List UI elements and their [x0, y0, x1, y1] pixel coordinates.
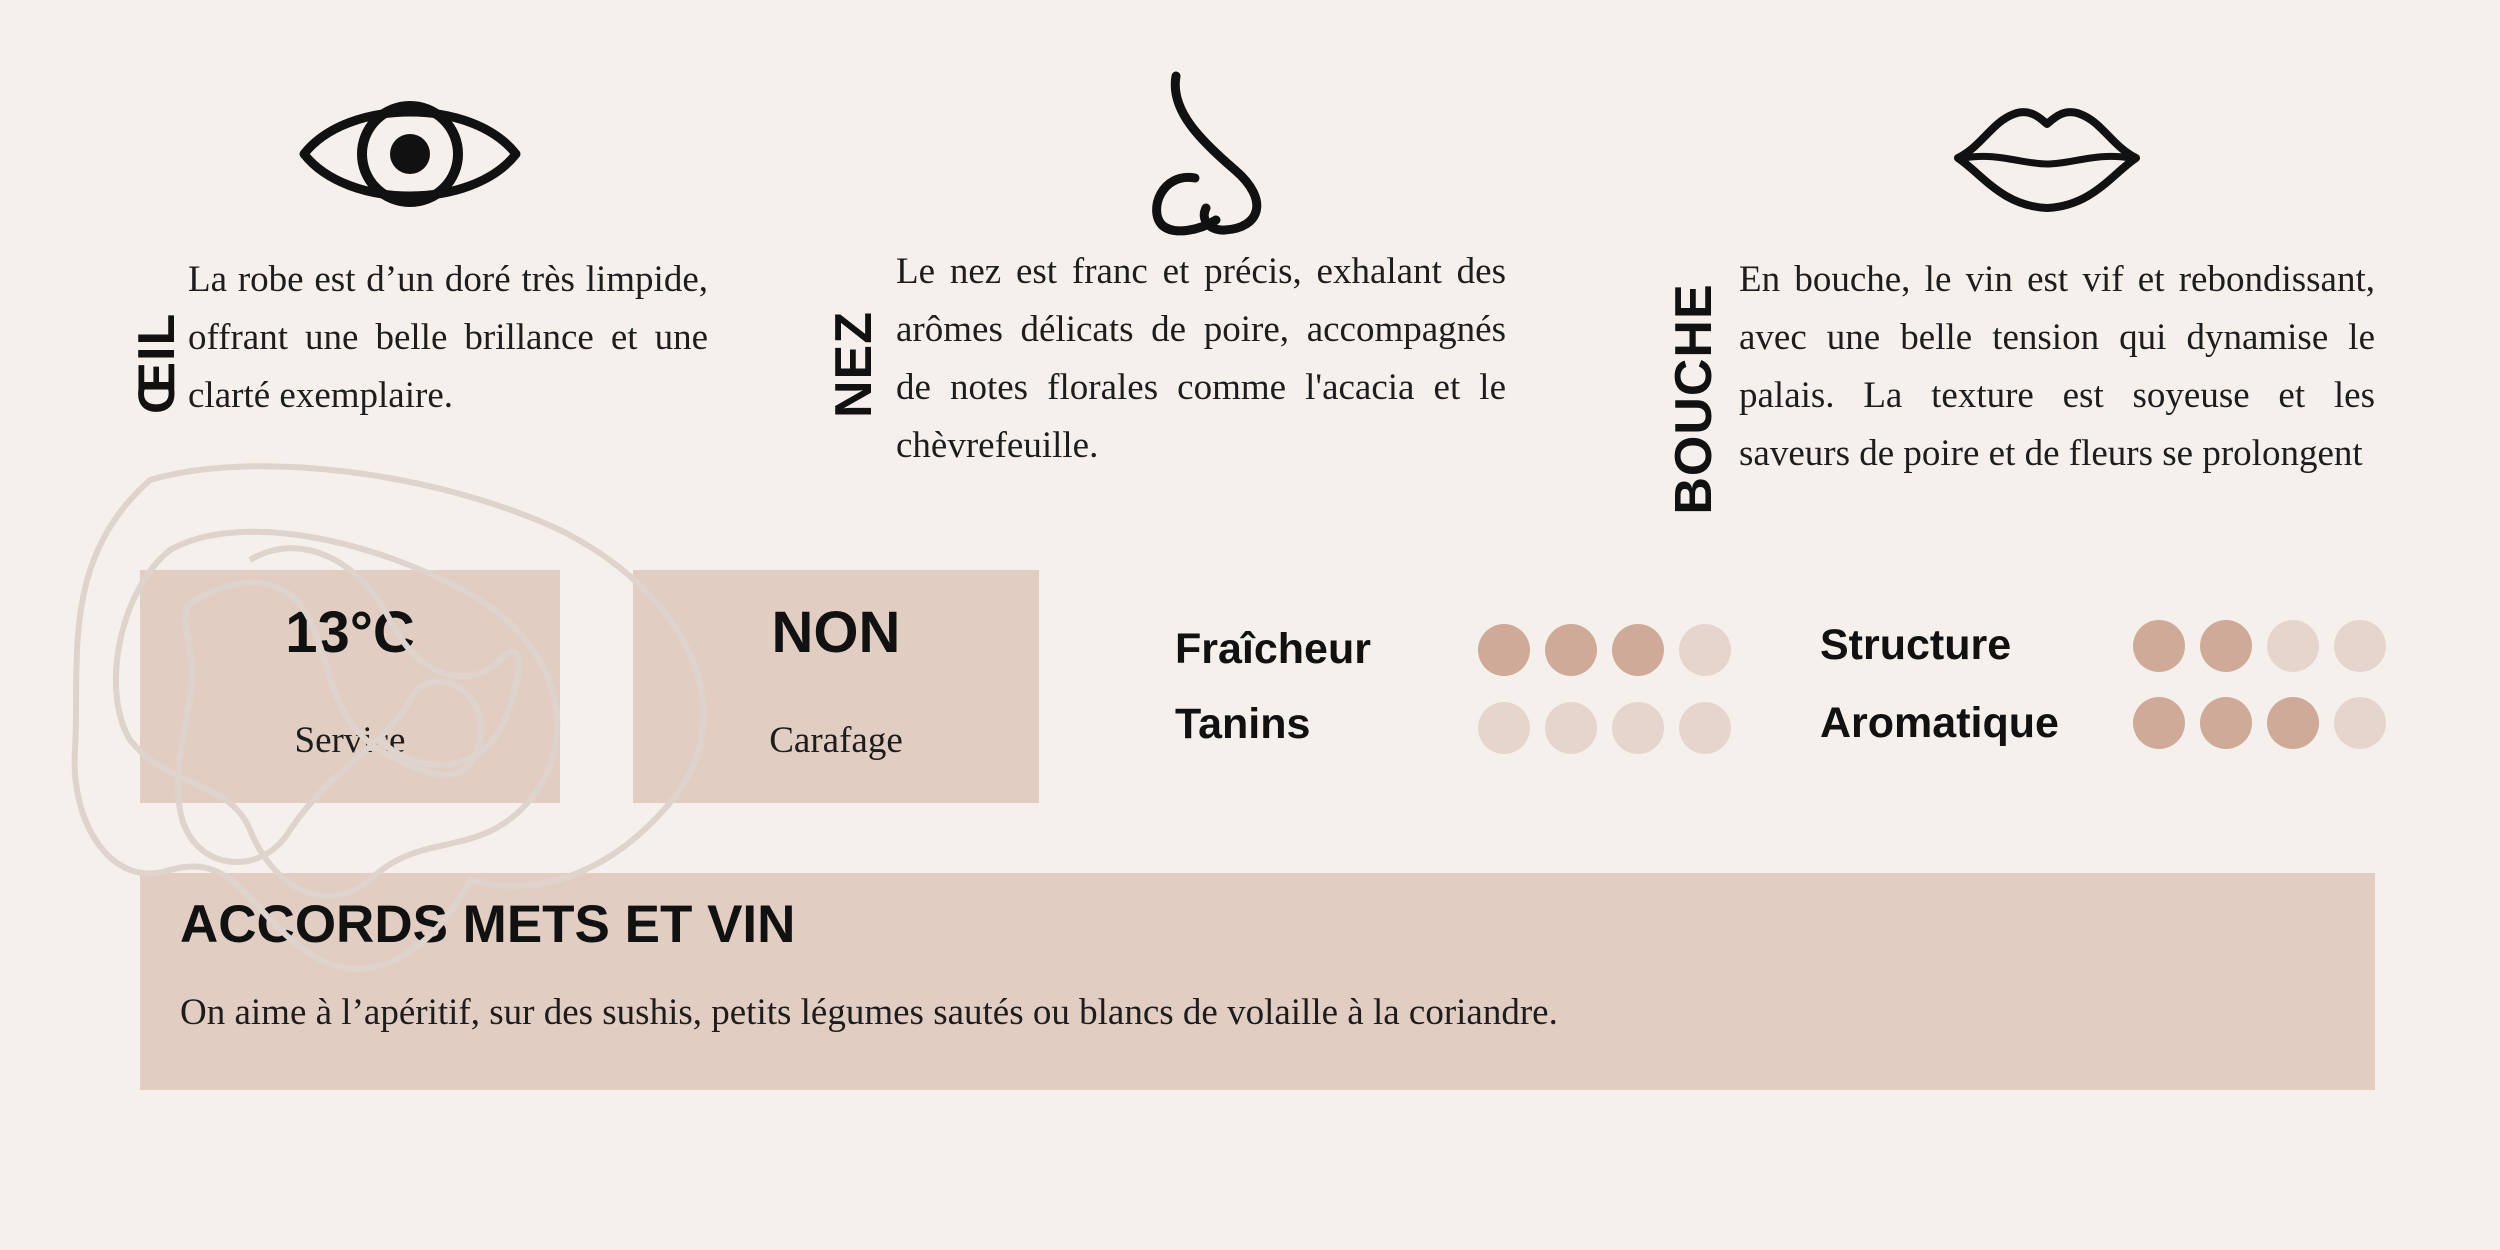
rating-dot-empty [1612, 702, 1664, 754]
rating-dots-structure [2133, 620, 2386, 672]
rating-dot-filled [2200, 620, 2252, 672]
nez-label: NEZ [825, 311, 883, 418]
carafage-value: NON [771, 600, 901, 665]
rating-dot-empty [1679, 702, 1731, 754]
carafage-label: Carafage [769, 720, 903, 761]
rating-dots-aromatique [2133, 697, 2386, 749]
rating-dot-filled [1612, 624, 1664, 676]
criterion-label-aromatique: Aromatique [1820, 699, 2059, 747]
rating-dot-filled [1545, 624, 1597, 676]
accords-panel [140, 873, 2375, 1090]
oeil-description: La robe est d’un doré très limpide, offrant une belle brillance et une clarté exemplaire. [188, 259, 708, 416]
rating-dots-fraicheur [1478, 624, 1731, 676]
bouche-description: En bouche, le vin est vif et rebondissant, avec une belle tension qui dynamise le palais. La texture est soyeuse et les saveurs de poire et de fleurs se prolongent [1739, 259, 2375, 474]
criterion-label-fraicheur: Fraîcheur [1175, 625, 1371, 673]
rating-dot-empty [1679, 624, 1731, 676]
rating-dot-filled [2200, 697, 2252, 749]
rating-dot-empty [1478, 702, 1530, 754]
eye-icon [298, 92, 522, 216]
nez-description: Le nez est franc et précis, exhalant des arômes délicats de poire, accompagnés de notes florales comme l'acacia et le chèvrefeuille. [896, 251, 1506, 466]
rating-dot-empty [1545, 702, 1597, 754]
service-temperature: 13°C [285, 600, 415, 665]
rating-dot-empty [2267, 620, 2319, 672]
rating-dot-filled [2133, 697, 2185, 749]
accords-title: ACCORDS METS ET VIN [180, 895, 796, 954]
carafage-card [633, 570, 1039, 803]
rating-dot-empty [2334, 620, 2386, 672]
criterion-label-structure: Structure [1820, 621, 2012, 669]
rating-dot-filled [2133, 620, 2185, 672]
bouche-label: BOUCHE [1665, 283, 1723, 515]
rating-dot-empty [2334, 697, 2386, 749]
lips-icon [1952, 104, 2142, 214]
accords-text: On aime à l’apéritif, sur des sushis, petits légumes sautés ou blancs de volaille à la coriandre. [180, 992, 1558, 1033]
rating-dots-tanins [1478, 702, 1731, 754]
criterion-label-tanins: Tanins [1175, 700, 1311, 748]
rating-dot-filled [1478, 624, 1530, 676]
service-label: Service [294, 720, 406, 761]
service-card [140, 570, 560, 803]
rating-dot-filled [2267, 697, 2319, 749]
nose-icon [1140, 70, 1270, 238]
oeil-label: ŒIL [128, 312, 186, 414]
